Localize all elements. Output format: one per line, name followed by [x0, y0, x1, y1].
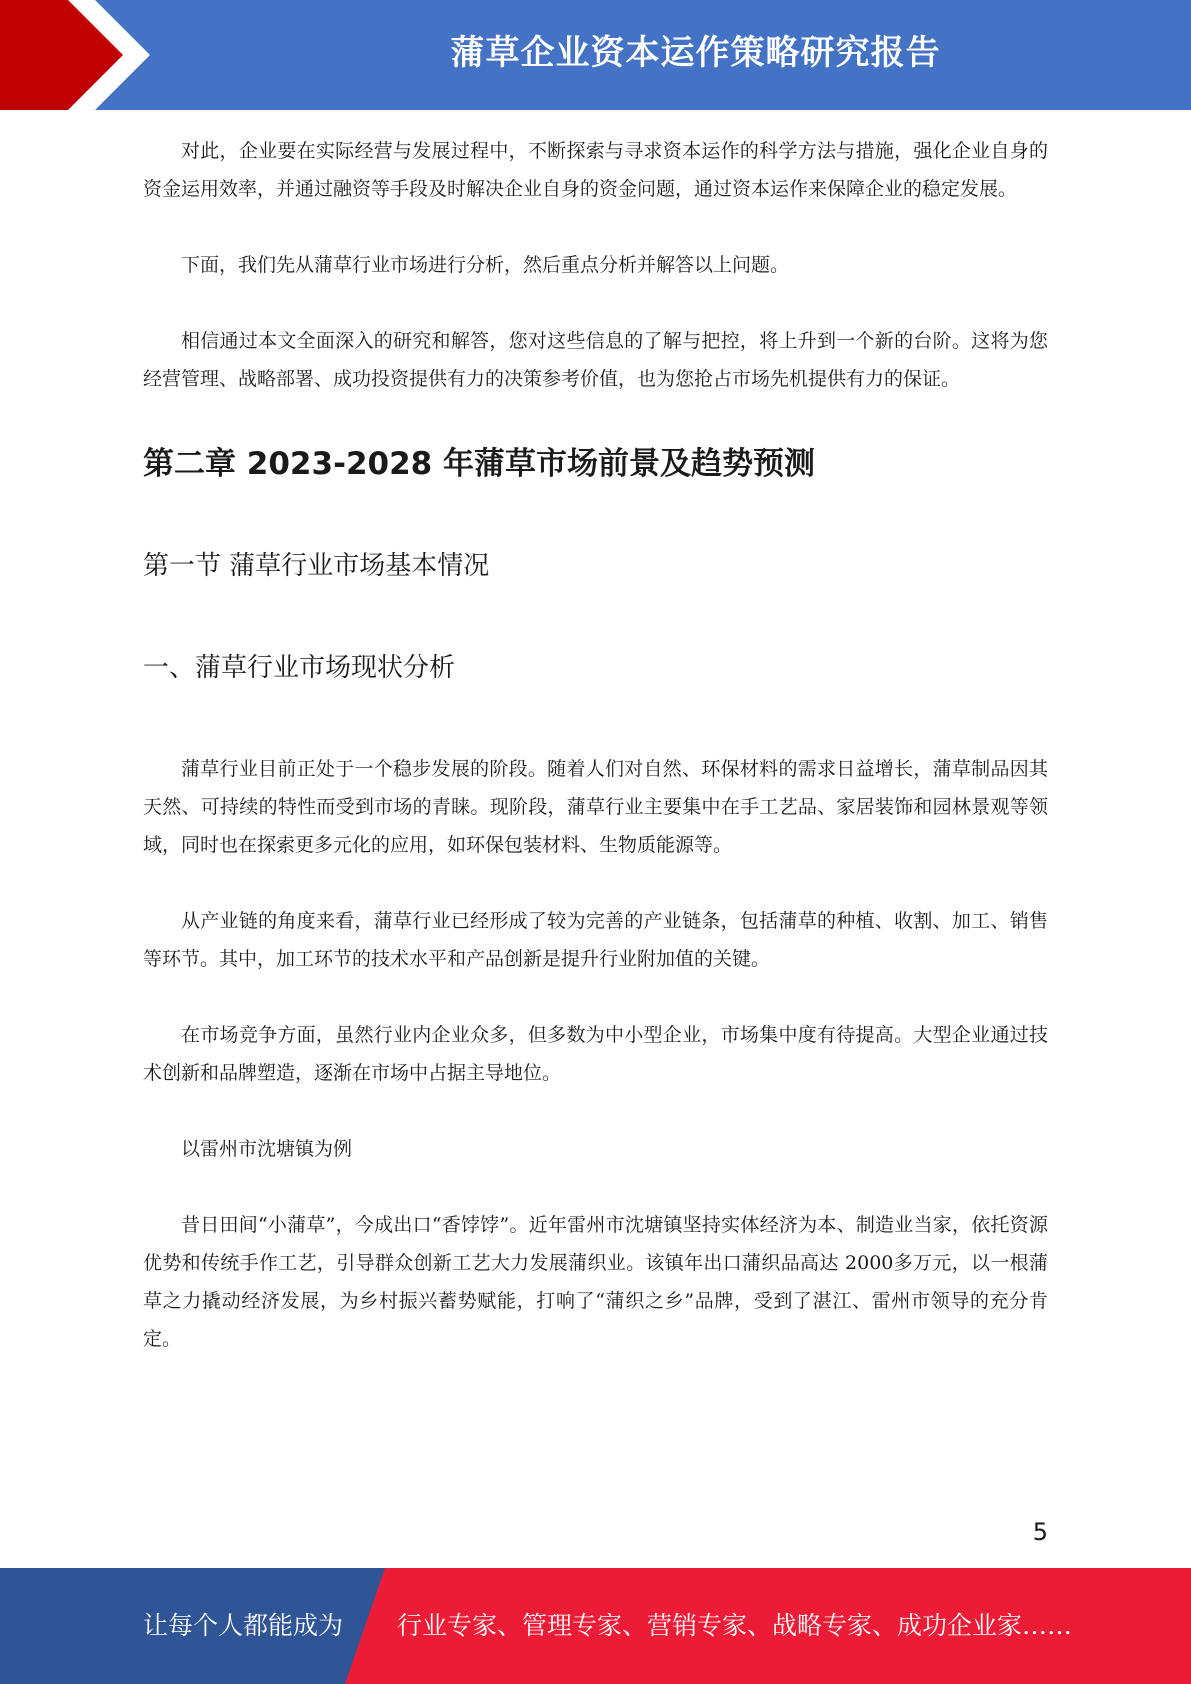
- footer-slogan-right: 行业专家、管理专家、营销专家、战略专家、成功企业家……: [397, 1611, 1073, 1640]
- page-header: [0, 0, 1191, 110]
- chapter-heading: 第二章 2023-2028 年蒲草市场前景及趋势预测: [143, 446, 816, 482]
- paragraph-example-heading: 以雷州市沈塘镇为例: [181, 1138, 353, 1160]
- report-title: 蒲草企业资本运作策略研究报告: [450, 33, 941, 73]
- paragraph-market-status: 蒲草行业目前正处于一个稳步发展的阶段。随着人们对自然、环保材料的需求日益增长，蒲草制品因其天然、可持续的特性而受到市场的青睐。现阶段，蒲草行业主要集中在手工艺品、家居装饰和园林景观等领域，同时也在探索更多元化的应用，如环保包装材料、生物质能源等。: [143, 758, 1048, 856]
- subsection-heading: 一、蒲草行业市场现状分析: [143, 653, 456, 683]
- paragraph-intro-3: 相信通过本文全面深入的研究和解答，您对这些信息的了解与把控，将上升到一个新的台阶。这将为您经营管理、战略部署、成功投资提供有力的决策参考价值，也为您抢占市场先机提供有力的保证。: [143, 330, 1048, 390]
- paragraph-example-detail: 昔日田间“小蒲草”，今成出口“香饽饽”。近年雷州市沈塘镇坚持实体经济为本、制造业当家，依托资源优势和传统手作工艺，引导群众创新工艺大力发展蒲织业。该镇年出口蒲织品高达 2000多万元，以一根蒲草之力撬动经济发展，为乡村振兴蓄势赋能，打响了“蒲织之乡”品牌，受到了湛江、雷州市领导的充分肯定。: [143, 1214, 1048, 1350]
- paragraph-intro-2: 下面，我们先从蒲草行业市场进行分析，然后重点分析并解答以上问题。: [181, 254, 790, 276]
- section-heading: 第一节 蒲草行业市场基本情况: [143, 551, 490, 581]
- header-arrow-decoration: [0, 0, 160, 110]
- footer-slogan-left: 让每个人都能成为: [143, 1611, 344, 1640]
- document-body: [143, 132, 1048, 1396]
- paragraph-industry-chain: 从产业链的角度来看，蒲草行业已经形成了较为完善的产业链条，包括蒲草的种植、收割、加工、销售等环节。其中，加工环节的技术水平和产品创新是提升行业附加值的关键。: [143, 910, 1048, 970]
- page-number: 5: [1032, 1518, 1048, 1546]
- paragraph-intro-1: 对此，企业要在实际经营与发展过程中，不断探索与寻求资本运作的科学方法与措施，强化企业自身的资金运用效率，并通过融资等手段及时解决企业自身的资金问题，通过资本运作来保障企业的稳定发展。: [143, 140, 1048, 200]
- page-footer: [0, 1568, 1191, 1684]
- paragraph-competition: 在市场竞争方面，虽然行业内企业众多，但多数为中小型企业，市场集中度有待提高。大型企业通过技术创新和品牌塑造，逐渐在市场中占据主导地位。: [143, 1024, 1048, 1084]
